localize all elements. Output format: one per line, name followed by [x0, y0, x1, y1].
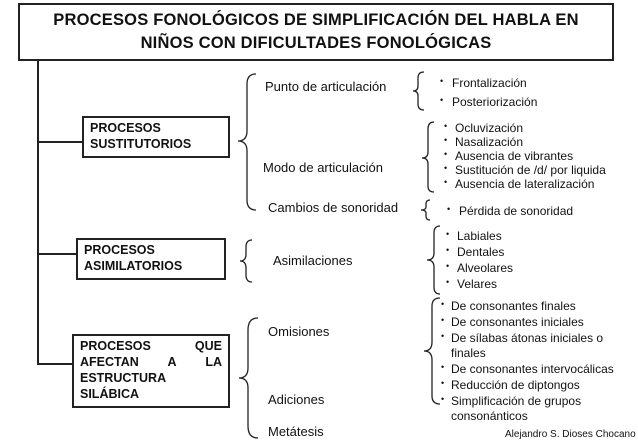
category-word: AFECTAN	[80, 355, 139, 369]
list-item-continuation: finales	[451, 346, 486, 360]
list-item: Dentales	[457, 245, 505, 259]
branch-connector-3	[37, 363, 73, 365]
bullet-icon: •	[444, 121, 448, 131]
subtype-modo-articulacion: Modo de articulación	[263, 160, 383, 175]
list-item-continuation: consonánticos	[451, 409, 528, 423]
brace-sustitutorios	[238, 74, 256, 210]
bullet-icon: •	[440, 95, 444, 105]
bullet-icon: •	[446, 277, 450, 287]
subtype-omisiones: Omisiones	[268, 324, 330, 339]
list-item: Ausencia de lateralización	[455, 177, 595, 191]
list-item: De sílabas átonas iniciales o	[451, 331, 604, 345]
category-line: PROCESOS	[84, 243, 155, 257]
category-line: SUSTITUTORIOS	[90, 137, 192, 151]
list-item: Simplificación de grupos	[451, 394, 582, 408]
bullet-icon: •	[441, 362, 445, 372]
bullet-icon: •	[444, 135, 448, 145]
title-line-1: PROCESOS FONOLÓGICOS DE SIMPLIFICACIÓN DEL HABLA EN	[53, 11, 579, 29]
brace-asimilaciones	[427, 226, 440, 294]
brace-asimilatorios	[240, 240, 252, 282]
brace-omisiones	[424, 298, 440, 404]
branch-connector-1	[37, 141, 83, 143]
category-line: PROCESOS	[90, 121, 161, 135]
category-line: SILÁBICA	[80, 387, 140, 401]
brace-estructura	[239, 318, 258, 438]
category-word: A	[167, 355, 177, 369]
list-item: Sustitución de /d/ por liquida	[455, 163, 606, 177]
category-word: QUE	[194, 339, 222, 353]
list-item: Ausencia de vibrantes	[455, 149, 574, 163]
title-box	[18, 3, 614, 61]
category-box-sustitutorios	[82, 116, 230, 158]
brace-modo	[422, 122, 434, 192]
bullet-icon: •	[441, 394, 445, 404]
category-word: LA	[205, 355, 222, 369]
list-item: Reducción de diptongos	[451, 378, 580, 392]
bullet-icon: •	[444, 149, 448, 159]
subtype-adiciones: Adiciones	[268, 392, 325, 407]
category-word: PROCESOS	[80, 339, 151, 353]
bullet-icon: •	[444, 177, 448, 187]
brace-sonoridad	[421, 200, 430, 220]
author-credit: Alejandro S. Dioses Chocano	[505, 429, 636, 440]
bullet-icon: •	[446, 261, 450, 271]
brace-punto	[413, 72, 424, 110]
category-box-estructura-silabica	[72, 334, 230, 408]
bullet-icon: •	[440, 76, 444, 86]
bullet-icon: •	[444, 163, 448, 173]
bullet-icon: •	[441, 378, 445, 388]
list-item: Labiales	[457, 229, 502, 243]
category-line	[80, 354, 222, 370]
list-item: Pérdida de sonoridad	[459, 204, 574, 218]
list-item: De consonantes iniciales	[451, 315, 584, 329]
subtype-metatesis: Metátesis	[268, 424, 324, 439]
list-item: Alveolares	[457, 261, 514, 275]
category-line	[80, 338, 222, 354]
list-item: Frontalización	[452, 76, 527, 90]
category-line: ESTRUCTURA	[80, 371, 167, 385]
list-item: Velares	[457, 277, 498, 291]
bullet-icon: •	[441, 315, 445, 325]
subtype-cambios-sonoridad: Cambios de sonoridad	[268, 200, 399, 215]
list-item: Posteriorización	[452, 95, 538, 109]
branch-connector-2	[37, 253, 77, 255]
category-line: ASIMILATORIOS	[84, 259, 183, 273]
bullet-icon: •	[446, 245, 450, 255]
bullet-icon: •	[441, 331, 445, 341]
bullet-icon: •	[441, 299, 445, 309]
list-item: Ocluvización	[455, 121, 524, 135]
list-item: Nasalización	[455, 135, 524, 149]
title-line-2: NIÑOS CON DIFICULTADES FONOLÓGICAS	[140, 34, 492, 52]
bullet-icon: •	[446, 229, 450, 239]
subtype-asimilaciones: Asimilaciones	[273, 253, 353, 268]
subtype-punto-articulacion: Punto de articulación	[265, 79, 387, 94]
category-box-asimilatorios	[76, 238, 226, 280]
list-item: De consonantes intervocálicas	[451, 362, 614, 376]
bullet-icon: •	[447, 204, 451, 214]
main-connector	[37, 61, 39, 365]
list-item: De consonantes finales	[451, 299, 576, 313]
